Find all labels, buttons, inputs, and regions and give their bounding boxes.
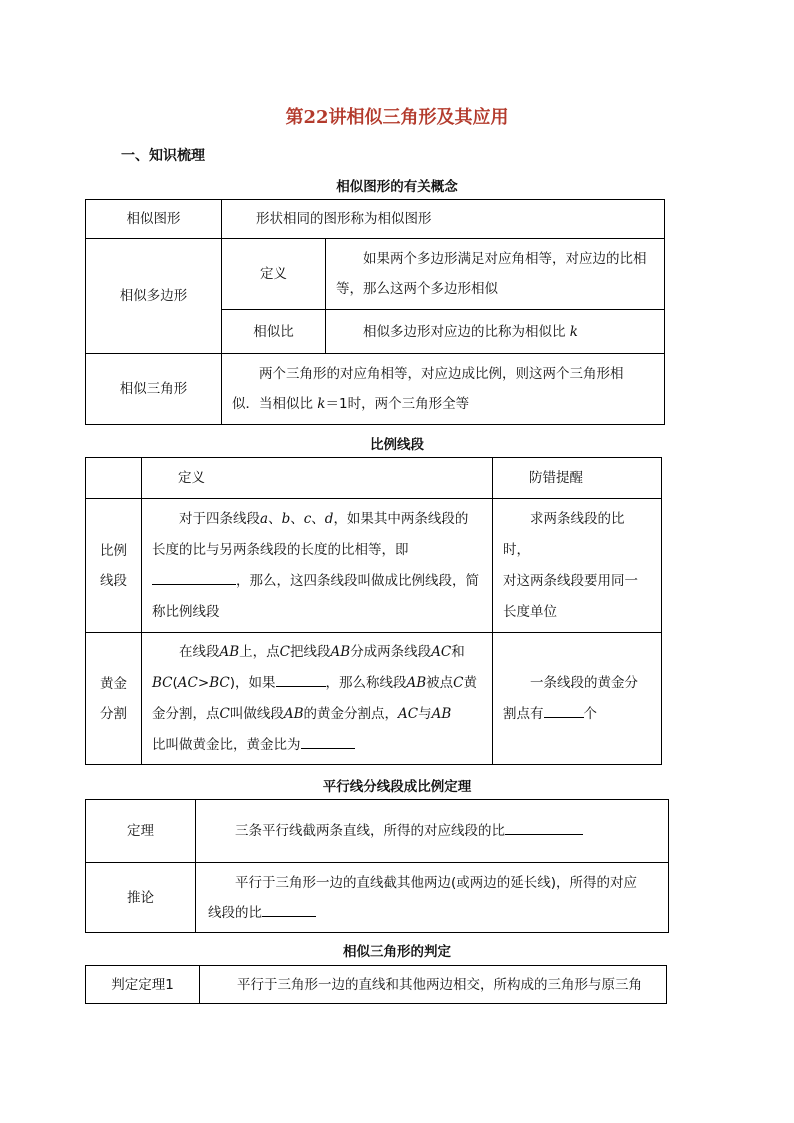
page-title: 第22讲相似三角形及其应用 (285, 107, 509, 128)
table2-caption: 比例线段 (370, 437, 424, 453)
criterion-1-text: 平行于三角形一边的直线和其他两边相交，所构成的三角形与原三角 (200, 966, 667, 1004)
answer-blank[interactable] (152, 570, 236, 585)
table3-caption: 平行线分线段成比例定理 (322, 779, 472, 795)
proportional-segments-definition: 对于四条线段a、b、c、d，如果其中两条线段的 长度的比与另两条线段的长度的比相等，即 ，那么，这四条线段叫做成比例线段，简 称比例线段 (142, 499, 493, 633)
similar-triangle-definition: 两个三角形的对应角相等，对应边成比例，则这两个三角形相 似．当相似比 k＝1时，两个三角形全等 (222, 354, 665, 425)
similar-figures-table (85, 199, 665, 425)
similar-polygon-definition: 如果两个多边形满足对应角相等，对应边的比相 等，那么这两个多边形相似 (326, 239, 665, 310)
answer-blank[interactable] (544, 703, 584, 718)
section-heading: 一、知识梳理 (121, 148, 205, 164)
row-label-theorem: 定理 (86, 800, 196, 863)
row-label-criterion-1: 判定定理1 (86, 966, 200, 1004)
sub-label-definition: 定义 (222, 239, 326, 310)
proportional-segments-tip: 求两条线段的比时， 对这两条线段要用同一 长度单位 (493, 499, 662, 633)
corollary-text: 平行于三角形一边的直线截其他两边(或两边的延长线)，所得的对应 线段的比 (196, 863, 669, 933)
row-label-corollary: 推论 (86, 863, 196, 933)
row-label-proportional-segments: 比例 线段 (86, 499, 142, 633)
golden-section-tip: 一条线段的黄金分 割点有 个 (493, 633, 662, 765)
answer-blank[interactable] (301, 734, 355, 749)
row-label-similar-figures: 相似图形 (86, 200, 222, 239)
row-label-similar-polygons: 相似多边形 (86, 239, 222, 354)
answer-blank[interactable] (276, 672, 326, 687)
table4-caption: 相似三角形的判定 (343, 944, 451, 960)
row-label-similar-triangles: 相似三角形 (86, 354, 222, 425)
parallel-lines-table (85, 799, 669, 933)
header-tip: 防错提醒 (493, 458, 662, 499)
golden-section-definition: 在线段AB上，点C把线段AB分成两条线段AC和 BC(AC>BC)，如果 ，那么称线段AB被点C黄 金分割，点C叫做线段AB的黄金分割点，AC与AB 比叫做黄金比，黄金比为 (142, 633, 493, 765)
sub-label-ratio: 相似比 (222, 310, 326, 354)
row-text-similar-figures: 形状相同的图形称为相似图形 (222, 200, 665, 239)
header-definition: 定义 (142, 458, 493, 499)
table1-caption: 相似图形的有关概念 (336, 179, 458, 195)
row-label-golden-section: 黄金 分割 (86, 633, 142, 765)
triangle-criteria-table (85, 965, 667, 1004)
answer-blank[interactable] (505, 820, 583, 835)
header-empty (86, 458, 142, 499)
theorem-text: 三条平行线截两条直线，所得的对应线段的比 (196, 800, 669, 863)
similarity-ratio-definition: 相似多边形对应边的比称为相似比 k (326, 310, 665, 354)
proportional-segments-table (85, 457, 662, 765)
answer-blank[interactable] (262, 902, 316, 917)
